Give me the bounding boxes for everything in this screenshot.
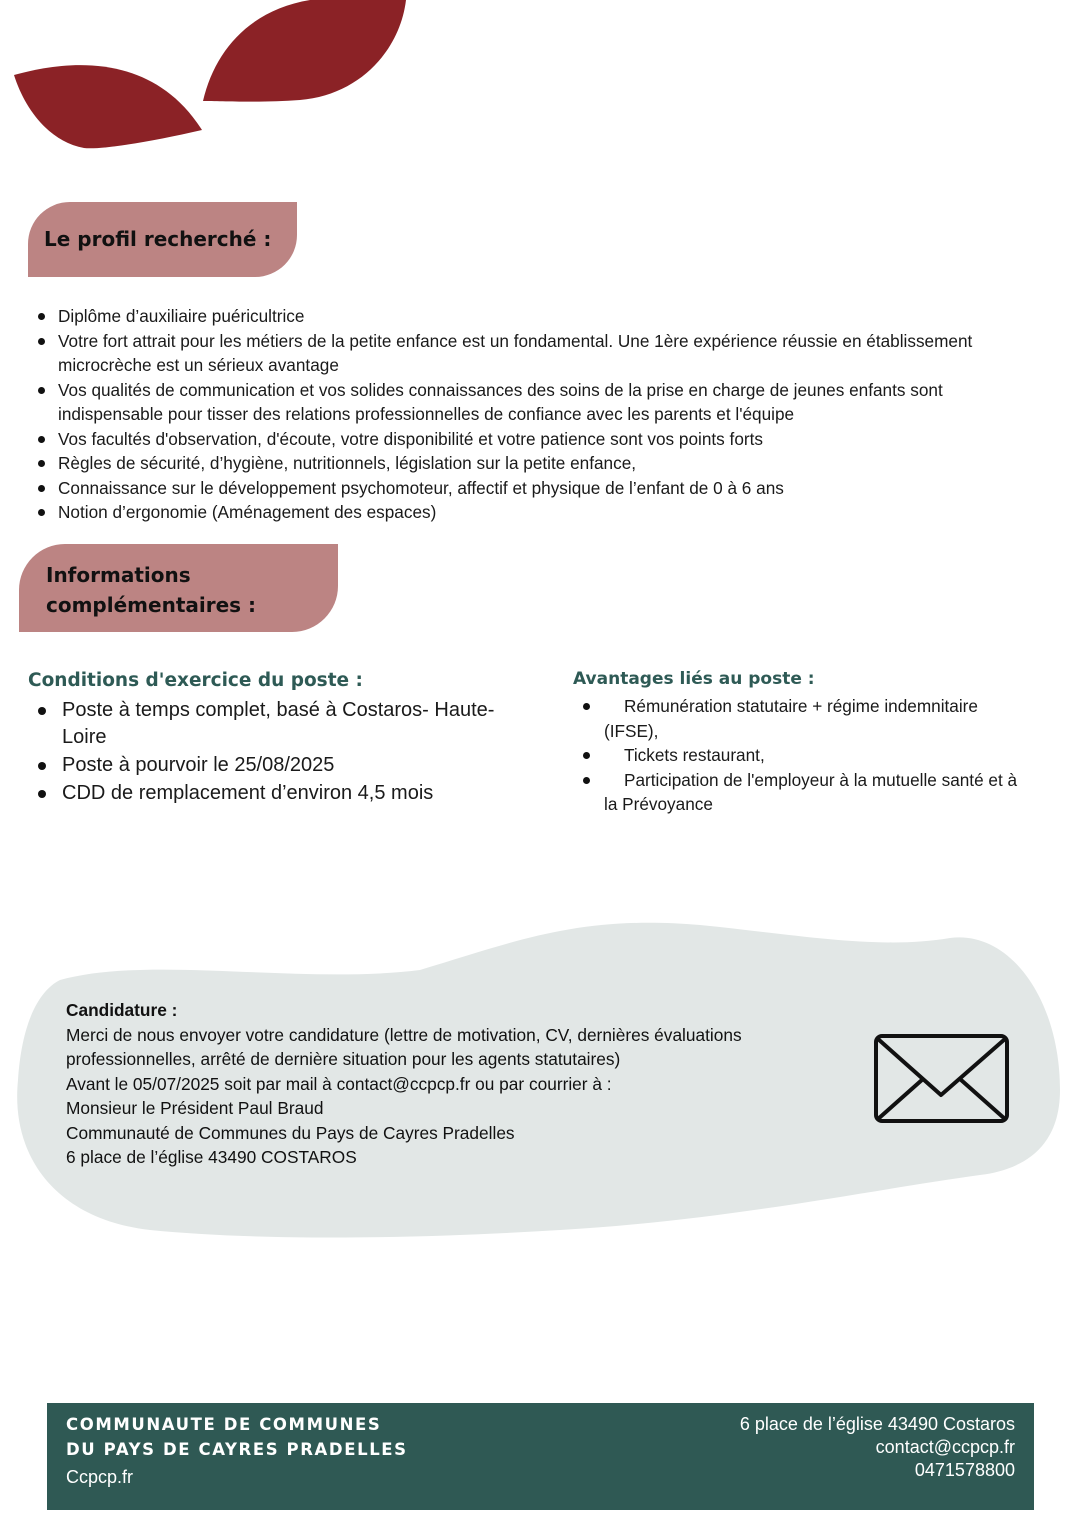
footer-organization (66, 1412, 408, 1462)
decorative-leaves (0, 0, 420, 160)
candidature-line: Avant le 05/07/2025 soit par mail à contact@ccpcp.fr ou par courrier à : (66, 1073, 612, 1094)
profile-heading: Le profil recherché : (44, 227, 272, 251)
avantages-item-text: Participation de l'employeur à la mutuelle santé et à la Prévoyance (604, 769, 1018, 814)
conditions-list (36, 697, 516, 808)
footer-email-link[interactable]: contact@ccpcp.fr (875, 1437, 1015, 1457)
avantages-list (580, 694, 1030, 817)
info-heading-line2: complémentaires : (46, 593, 257, 617)
footer-org-line1: COMMUNAUTE DE COMMUNES (66, 1415, 382, 1434)
footer-website-link[interactable]: Ccpcp.fr (66, 1467, 134, 1487)
conditions-item: Poste à pourvoir le 25/08/2025 (36, 752, 516, 779)
profile-item: Connaissance sur le développement psychomoteur, affectif et physique de l’enfant de 0 à 6 ans (32, 476, 1022, 501)
profile-item: Vos qualités de communication et vos solides connaissances des soins de la prise en charge de jeunes enfants sont indispensable pour tisser des relations professionnelles de confiance avec les parents et l'équipe (32, 378, 1022, 427)
leaf-shape-left (14, 65, 202, 148)
candidature-line: Monsieur le Président Paul Braud (66, 1098, 324, 1118)
avantages-item (580, 768, 1030, 817)
leaf-shape-right (203, 0, 406, 102)
footer (47, 1403, 1034, 1510)
profile-item: Diplôme d’auxiliaire puéricultrice (32, 304, 1022, 329)
info-heading-pill (19, 544, 338, 632)
conditions-heading: Conditions d'exercice du poste : (28, 670, 363, 691)
avantages-heading: Avantages liés au poste : (573, 669, 815, 689)
profile-item: Votre fort attrait pour les métiers de la petite enfance est un fondamental. Une 1ère expérience réussie en établissement microcrèche est un sérieux avantage (32, 329, 1022, 378)
info-heading-line1: Informations (46, 563, 191, 587)
candidature-line: 6 place de l’église 43490 COSTAROS (66, 1147, 357, 1167)
candidature-title: Candidature : (66, 1000, 178, 1020)
profile-item: Notion d’ergonomie (Aménagement des espaces) (32, 500, 1022, 525)
footer-org-line2: DU PAYS DE CAYRES PRADELLES (66, 1440, 408, 1459)
candidature-line: Communauté de Communes du Pays de Cayres Pradelles (66, 1122, 515, 1143)
footer-address: 6 place de l’église 43490 Costaros (739, 1414, 1015, 1434)
conditions-item: CDD de remplacement d’environ 4,5 mois (36, 780, 516, 807)
conditions-item: Poste à temps complet, basé à Costaros- Haute-Loire (36, 697, 516, 751)
candidature-line: Merci de nous envoyer votre candidature (lettre de motivation, CV, dernières évaluations professionnelles, arrêté de dernière situation pour les agents statutaires) (66, 1024, 742, 1069)
footer-phone: 0471578800 (914, 1460, 1015, 1480)
candidature-text (66, 998, 856, 1170)
envelope-icon (873, 1033, 1010, 1124)
profile-item: Règles de sécurité, d’hygiène, nutritionnels, législation sur la petite enfance, (32, 451, 1022, 476)
profile-list (32, 304, 1022, 525)
avantages-item (580, 694, 1030, 743)
avantages-item-text: Rémunération statutaire + régime indemnitaire (IFSE), (604, 696, 978, 741)
footer-contact (740, 1413, 1015, 1482)
avantages-item-text: Tickets restaurant, (624, 745, 765, 765)
avantages-item (580, 743, 1030, 768)
profile-item: Vos facultés d'observation, d'écoute, votre disponibilité et votre patience sont vos points forts (32, 427, 1022, 452)
profile-heading-pill (28, 202, 297, 277)
